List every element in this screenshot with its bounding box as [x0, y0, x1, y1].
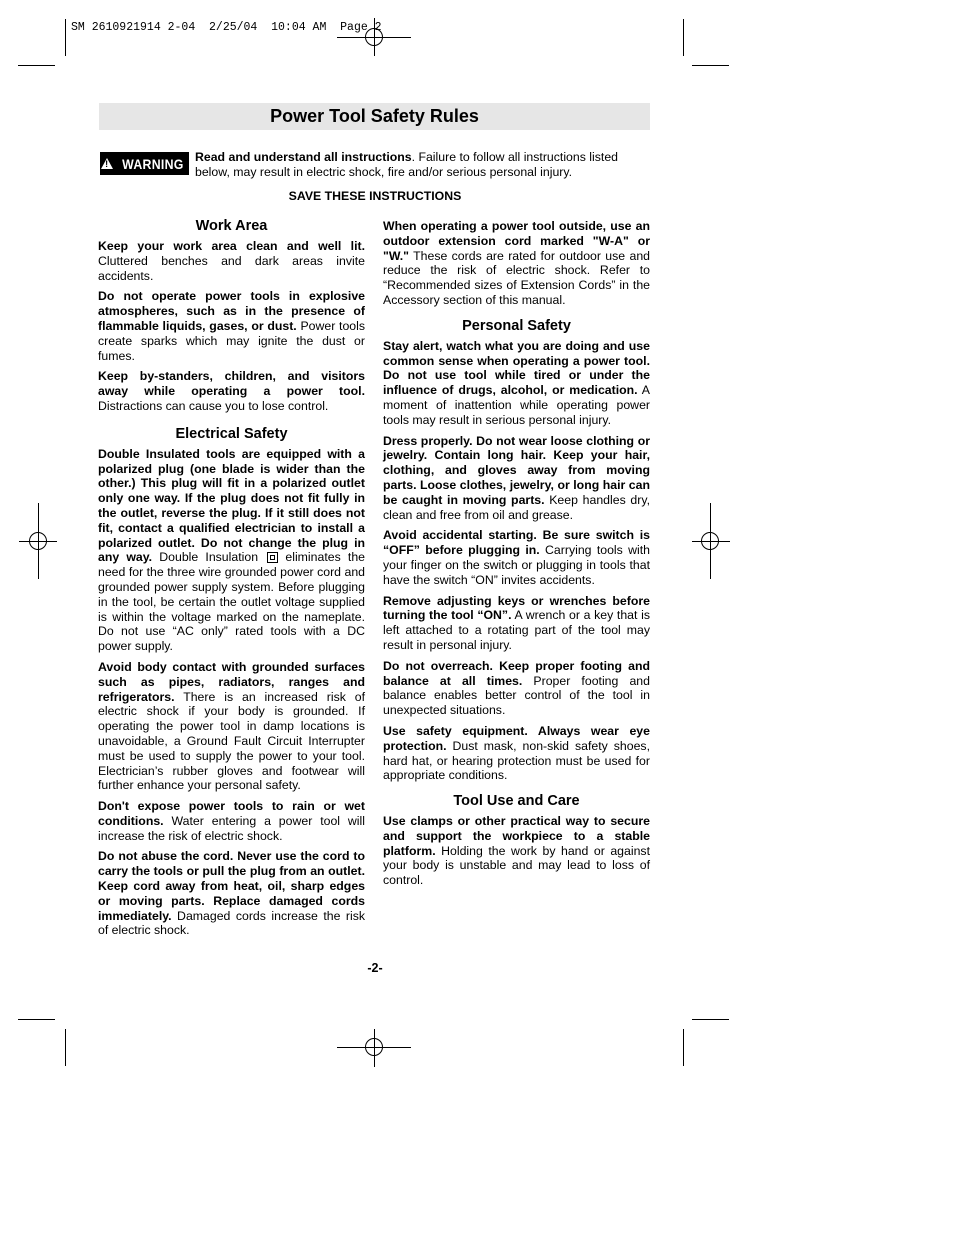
- paragraph: Keep your work area clean and well lit. Cluttered benches and dark areas invite accidents.: [98, 239, 365, 283]
- heading-personal-safety: Personal Safety: [462, 317, 571, 334]
- paragraph: Stay alert, watch what you are doing and use common sense when operating a power tool. Do not use tool while tired or under the influence of drugs, alcohol, or medication. A moment of inattention while operating power tools may result in serious personal injury.: [383, 338, 650, 427]
- page-number: -2-: [367, 961, 383, 975]
- print-slug: SM 2610921914 2-04 2/25/04 10:04 AM Page 2: [71, 21, 382, 34]
- paragraph: Do not operate power tools in explosive atmospheres, such as in the presence of flammable liquids, gases, or dust. Power tools create sparks which may ignite the dust or fumes.: [98, 289, 365, 363]
- paragraph: Use clamps or other practical way to secure and support the workpiece to a stable platform. Holding the work by hand or against your body is unstable and may lead to loss of control.: [383, 814, 650, 888]
- crop-mark: [65, 1029, 66, 1066]
- intro-body: . Failure to follow all instructions listed below, may result in electric shock, fire and/or serious personal injury.: [195, 150, 619, 179]
- paragraph: Do not abuse the cord. Never use the cord to carry the tools or pull the plug from an outlet. Keep cord away from heat, oil, sharp edges or moving parts. Replace damaged cords immediately. Damaged cords increase the risk of electric shock.: [98, 849, 365, 938]
- warning-badge: [100, 152, 189, 175]
- left-column: [98, 218, 365, 944]
- warning-label: WARNING: [122, 155, 184, 172]
- intro-text: [195, 150, 651, 180]
- paragraph: Dress properly. Do not wear loose clothing or jewelry. Contain long hair. Keep your hair, clothing, and gloves away from moving parts. Loose clothes, jewelry, or long hair can be caught in moving parts. Keep handles dry, clean and free from oil and grease.: [383, 433, 650, 522]
- save-instructions: SAVE THESE INSTRUCTIONS: [288, 189, 462, 203]
- paragraph: Don't expose power tools to rain or wet conditions. Water entering a power tool will increase the risk of electric shock.: [98, 799, 365, 843]
- crop-mark: [683, 19, 684, 56]
- paragraph: Use safety equipment. Always wear eye protection. Dust mask, non-skid safety shoes, hard hat, or hearing protection must be used for appropriate conditions.: [383, 723, 650, 783]
- right-column: [383, 219, 650, 894]
- paragraph: Avoid body contact with grounded surfaces such as pipes, radiators, ranges and refrigerators. There is an increased risk of electric shock if your body is grounded. If operating the power tool in damp locations is unavoidable, a Ground Fault Circuit Interrupter must be used to supply the power to your tool. Electrician’s rubber gloves and footwear will further enhance your personal safety.: [98, 659, 365, 793]
- registration-mark-left: [29, 532, 47, 550]
- intro-bold: Read and understand all instructions: [195, 150, 412, 164]
- crop-mark: [692, 65, 729, 66]
- paragraph: Double Insulated tools are equipped with a polarized plug (one blade is wider than the other.) This plug will fit in a polarized outlet only one way. If the plug does not fit fully in the outlet, reverse the plug. If it still does not fit, contact a qualified electrician to install a polarized outlet. Do not change the plug in any way. Double Insulation eliminates the need for the three wire grounded power cord and grounded power supply system. Before plugging in the tool, be certain the outlet voltage supplied is within the voltage marked on the nameplate. Do not use “AC only” rated tools with a DC power supply.: [98, 446, 366, 654]
- paragraph: When operating a power tool outside, use an outdoor extension cord marked "W-A" or "W." These cords are rated for outdoor use and reduce the risk of electric shock. Refer to “Recommended sizes of Extension Cords” in the Accessory section of this manual.: [383, 219, 650, 307]
- crop-mark: [18, 65, 55, 66]
- heading-work-area: Work Area: [195, 218, 268, 234]
- crop-mark: [18, 1019, 55, 1020]
- paragraph: Keep by-standers, children, and visitors away while operating a power tool. Distractions can cause you to lose control.: [98, 369, 365, 413]
- registration-mark-right: [701, 532, 719, 550]
- page-title: Power Tool Safety Rules: [270, 106, 479, 126]
- crop-mark: [65, 19, 66, 56]
- paragraph: Do not overreach. Keep proper footing and balance at all times. Proper footing and balance enables better control of the tool in unexpected situations.: [383, 658, 650, 718]
- paragraph: Avoid accidental starting. Be sure switch is “OFF” before plugging in. Carrying tools with your finger on the switch or plugging in tools that have the switch “ON” invites accidents.: [383, 528, 650, 587]
- registration-mark-bottom: [365, 1038, 383, 1056]
- heading-tool-use-care: Tool Use and Care: [453, 793, 580, 810]
- paragraph: Remove adjusting keys or wrenches before turning the tool “ON”. A wrench or a key that is left attached to a rotating part of the tool may result in personal injury.: [383, 593, 650, 652]
- double-insulation-icon: [267, 552, 278, 563]
- warning-triangle-icon: [101, 158, 113, 169]
- crop-mark: [692, 1019, 729, 1020]
- heading-electrical-safety: Electrical Safety: [175, 425, 288, 442]
- crop-mark: [683, 1029, 684, 1066]
- title-bar: [99, 103, 650, 130]
